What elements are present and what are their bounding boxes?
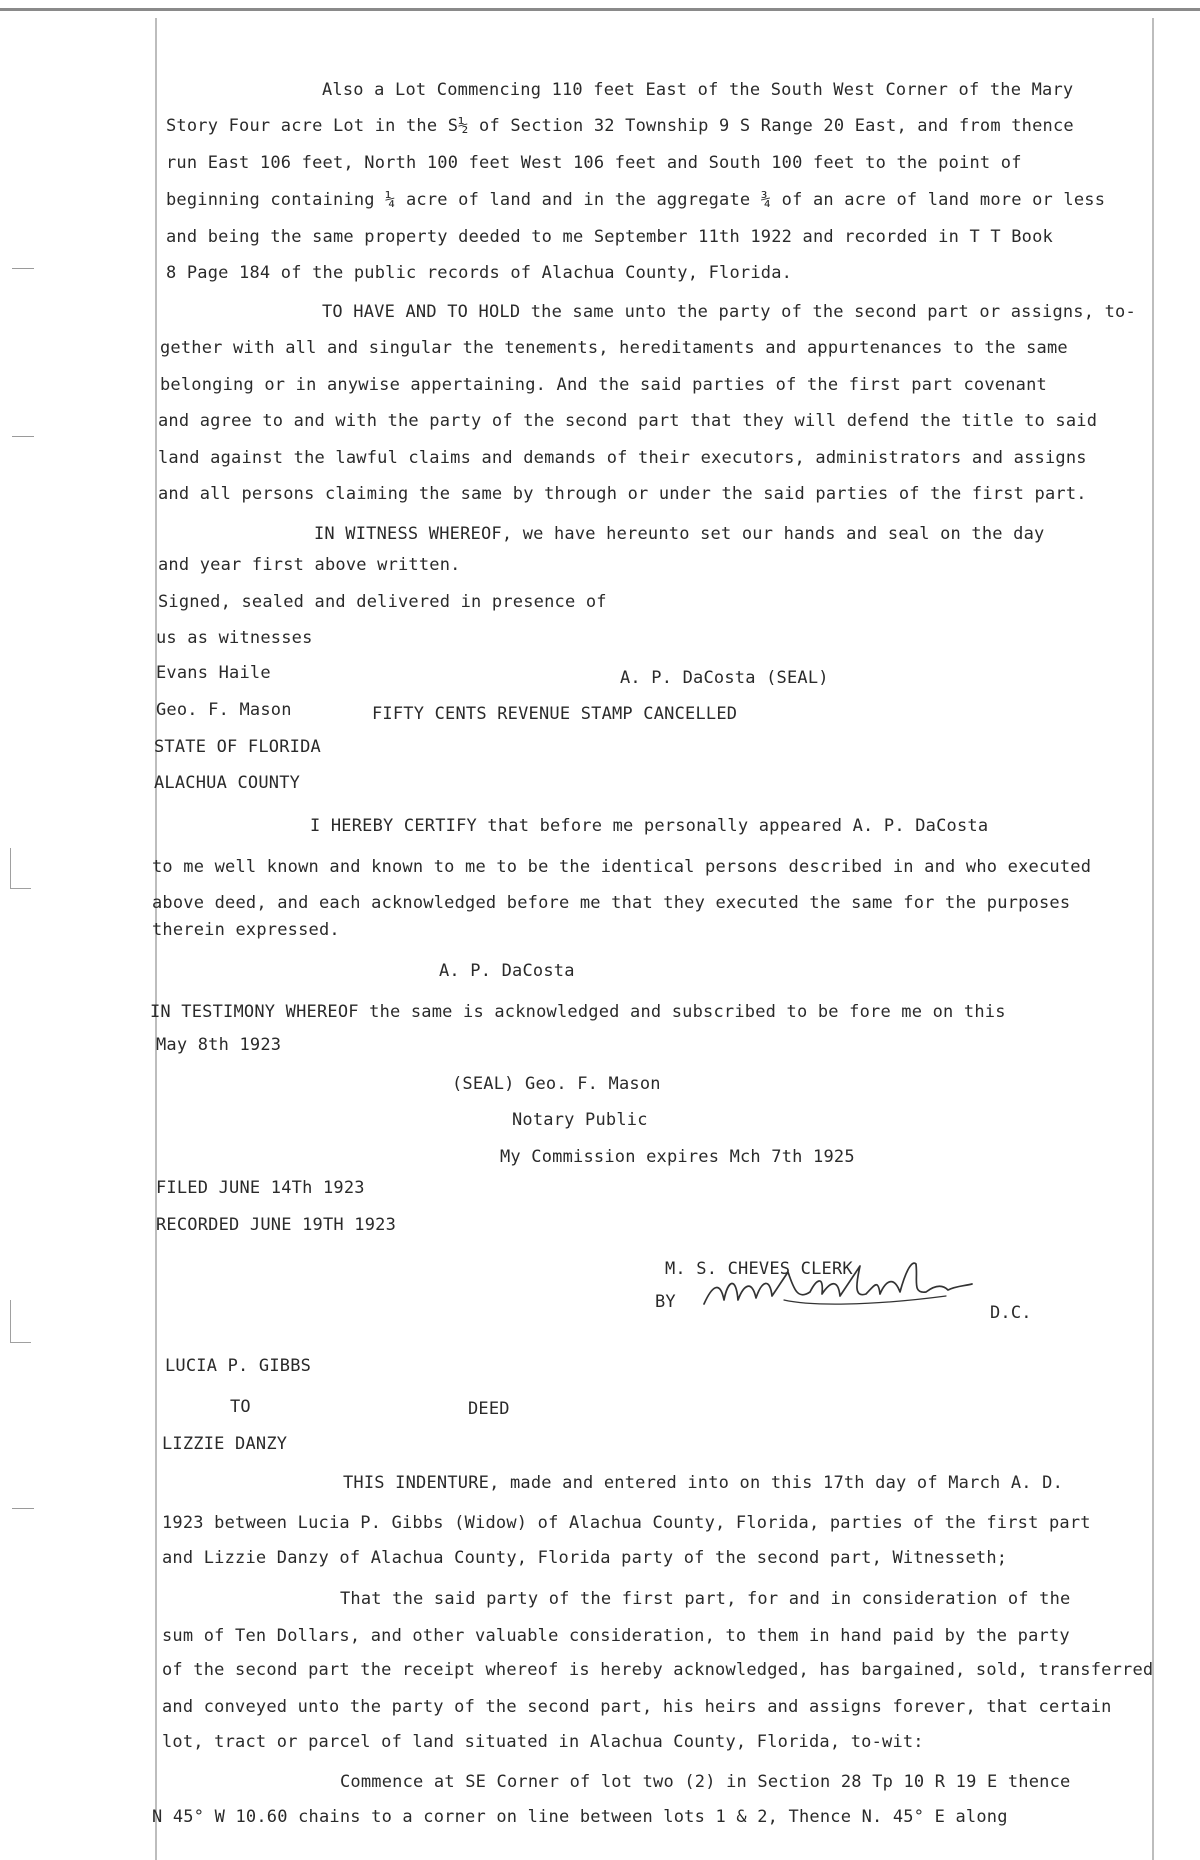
- acknowledger-name: A. P. DaCosta: [439, 961, 575, 981]
- commission-expiry: My Commission expires Mch 7th 1925: [500, 1147, 855, 1167]
- clerk-name: M. S. CHEVES CLERK: [665, 1259, 853, 1279]
- text-line: Notary Public: [512, 1110, 648, 1130]
- text-line: above deed, and each acknowledged before me that they executed the same for the purposes: [152, 893, 1071, 913]
- text-line: Commence at SE Corner of lot two (2) in Section 28 Tp 10 R 19 E thence: [340, 1772, 1071, 1792]
- text-line: May 8th 1923: [156, 1035, 282, 1055]
- filed-date: FILED JUNE 14Th 1923: [156, 1178, 365, 1198]
- text-line: I HEREBY CERTIFY that before me personally appeared A. P. DaCosta: [310, 816, 989, 836]
- text-line: That the said party of the first part, for and in consideration of the: [340, 1589, 1071, 1609]
- margin-mark: [12, 436, 34, 437]
- grantor-signature-line: A. P. DaCosta (SEAL): [620, 668, 829, 688]
- text-line: and Lizzie Danzy of Alachua County, Florida party of the second part, Witnesseth;: [162, 1548, 1008, 1568]
- revenue-stamp-note: FIFTY CENTS REVENUE STAMP CANCELLED: [372, 704, 738, 724]
- text-line: and agree to and with the party of the second part that they will defend the title to said: [158, 411, 1098, 431]
- text-line: and being the same property deeded to me September 11th 1922 and recorded in T T Book: [166, 227, 1053, 247]
- text-line: therein expressed.: [152, 920, 340, 940]
- text-line: IN TESTIMONY WHEREOF the same is acknowledged and subscribed to be fore me on this: [150, 1002, 1006, 1022]
- handwritten-signature: [690, 1250, 990, 1320]
- text-line: to me well known and known to me to be the identical persons described in and who executed: [152, 857, 1092, 877]
- text-line: ALACHUA COUNTY: [154, 773, 301, 793]
- text-line: beginning containing ¼ acre of land and in the aggregate ¾ of an acre of land more or less: [166, 190, 1106, 210]
- text-line: and conveyed unto the party of the second part, his heirs and assigns forever, that certain: [162, 1697, 1112, 1717]
- text-line: and all persons claiming the same by through or under the said parties of the first part.: [158, 484, 1087, 504]
- text-line: TO HAVE AND TO HOLD the same unto the party of the second part or assigns, to-: [322, 302, 1136, 322]
- text-line: 1923 between Lucia P. Gibbs (Widow) of Alachua County, Florida, parties of the first part: [162, 1513, 1091, 1533]
- text-line: land against the lawful claims and demands of their executors, administrators and assigns: [158, 448, 1087, 468]
- margin-mark: [12, 1508, 34, 1509]
- text-line: belonging or in anywise appertaining. And the said parties of the first part covenant: [160, 375, 1047, 395]
- text-line: Story Four acre Lot in the S½ of Section 32 Township 9 S Range 20 East, and from thence: [166, 116, 1074, 136]
- text-line: gether with all and singular the tenements, hereditaments and appurtenances to the same: [160, 338, 1068, 358]
- witness-name: Geo. F. Mason: [156, 700, 292, 720]
- recorded-date: RECORDED JUNE 19TH 1923: [156, 1215, 397, 1235]
- margin-bracket: [10, 848, 31, 889]
- text-line: us as witnesses: [156, 628, 313, 648]
- margin-mark: [12, 268, 34, 269]
- text-line: THIS INDENTURE, made and entered into on this 17th day of March A. D.: [343, 1473, 1064, 1493]
- text-line: STATE OF FLORIDA: [154, 737, 321, 757]
- right-margin-rule: [1152, 18, 1154, 1860]
- text-line: IN WITNESS WHEREOF, we have hereunto set our hands and seal on the day: [314, 524, 1045, 544]
- text-line: and year first above written.: [158, 555, 461, 575]
- deputy-clerk-label: D.C.: [990, 1303, 1032, 1323]
- text-line: Also a Lot Commencing 110 feet East of the South West Corner of the Mary: [322, 80, 1074, 100]
- grantee-name: LIZZIE DANZY: [162, 1434, 288, 1454]
- text-line: sum of Ten Dollars, and other valuable consideration, to them in hand paid by the party: [162, 1626, 1070, 1646]
- top-border: [0, 8, 1200, 11]
- margin-bracket: [10, 1300, 31, 1343]
- by-label: BY: [655, 1292, 676, 1312]
- text-line: lot, tract or parcel of land situated in Alachua County, Florida, to-wit:: [162, 1732, 924, 1752]
- instrument-type: DEED: [468, 1399, 510, 1419]
- text-line: TO: [230, 1397, 251, 1417]
- text-line: N 45° W 10.60 chains to a corner on line between lots 1 & 2, Thence N. 45° E along: [152, 1807, 1008, 1827]
- notary-signature: (SEAL) Geo. F. Mason: [452, 1074, 661, 1094]
- text-line: run East 106 feet, North 100 feet West 106 feet and South 100 feet to the point of: [166, 153, 1022, 173]
- witness-name: Evans Haile: [156, 663, 271, 683]
- text-line: Signed, sealed and delivered in presence of: [158, 592, 607, 612]
- text-line: of the second part the receipt whereof is hereby acknowledged, has bargained, sold, transferred: [162, 1660, 1154, 1680]
- text-line: 8 Page 184 of the public records of Alachua County, Florida.: [166, 263, 793, 283]
- grantor-name: LUCIA P. GIBBS: [165, 1356, 312, 1376]
